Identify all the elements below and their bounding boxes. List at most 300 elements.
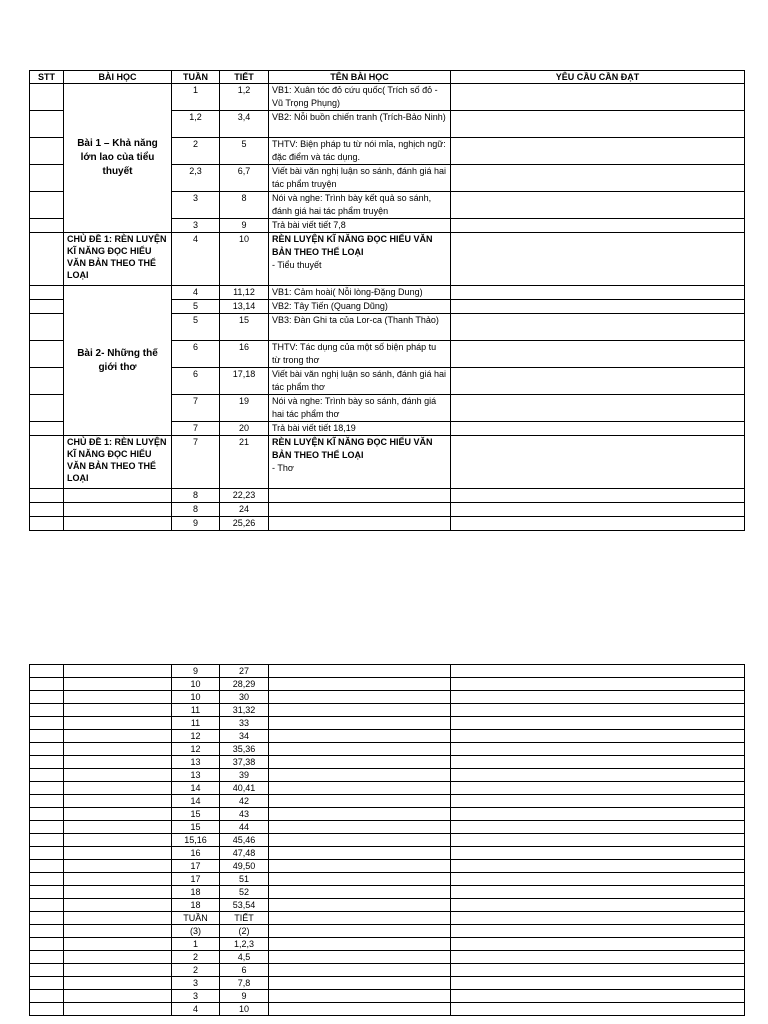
tuan-cell: 9 <box>172 517 220 531</box>
ten-bai-hoc-cell <box>269 489 451 503</box>
table-row <box>30 782 745 795</box>
tiet-cell: 9 <box>220 219 269 233</box>
ten-bai-hoc-cell <box>269 756 451 769</box>
yeu-cau-cell <box>451 517 745 531</box>
yeu-cau-cell <box>451 717 745 730</box>
yeu-cau-cell <box>451 873 745 886</box>
yeu-cau-cell <box>451 665 745 678</box>
tiet-cell: 6 <box>220 964 269 977</box>
yeu-cau-cell <box>451 286 745 300</box>
tuan-cell: 13 <box>172 769 220 782</box>
stt-cell <box>30 286 64 300</box>
table-row <box>30 990 745 1003</box>
lesson-cell <box>64 717 172 730</box>
tiet-cell: 44 <box>220 821 269 834</box>
table-row <box>30 912 745 925</box>
table-row <box>30 873 745 886</box>
tuan-cell: 14 <box>172 782 220 795</box>
stt-cell <box>30 165 64 192</box>
lesson-cell <box>64 873 172 886</box>
lesson-cell <box>64 821 172 834</box>
table-row <box>30 286 745 300</box>
lesson-cell <box>64 834 172 847</box>
ten-bai-hoc-cell: Nói và nghe: Trình bày so sánh, đánh giá hai tác phẩm thơ <box>269 395 451 422</box>
lesson-cell <box>64 743 172 756</box>
tiet-cell: 19 <box>220 395 269 422</box>
ten-bai-hoc-cell <box>269 821 451 834</box>
table-row <box>30 821 745 834</box>
lesson-cell <box>64 964 172 977</box>
ten-bai-hoc-cell <box>269 873 451 886</box>
table-row <box>30 847 745 860</box>
yeu-cau-cell <box>451 192 745 219</box>
tiet-cell: 21 <box>220 436 269 489</box>
ten-bai-hoc-cell <box>269 834 451 847</box>
table-header-row <box>30 71 745 84</box>
table-row <box>30 503 745 517</box>
ten-bai-hoc-cell <box>269 503 451 517</box>
stt-cell <box>30 84 64 111</box>
tuan-cell: 10 <box>172 678 220 691</box>
yeu-cau-cell <box>451 821 745 834</box>
ten-bai-hoc-cell <box>269 977 451 990</box>
lesson-cell <box>64 925 172 938</box>
tiet-cell: 30 <box>220 691 269 704</box>
yeu-cau-cell <box>451 341 745 368</box>
tiet-cell: 10 <box>220 1003 269 1016</box>
yeu-cau-cell <box>451 233 745 286</box>
tiet-cell: 5 <box>220 138 269 165</box>
tuan-cell: 7 <box>172 422 220 436</box>
tuan-cell: 3 <box>172 192 220 219</box>
tiet-cell: 13,14 <box>220 300 269 314</box>
yeu-cau-cell <box>451 860 745 873</box>
tuan-cell: 2 <box>172 138 220 165</box>
tuan-cell: 4 <box>172 1003 220 1016</box>
stt-cell <box>30 368 64 395</box>
stt-cell <box>30 886 64 899</box>
table-row <box>30 938 745 951</box>
ten-bai-hoc-cell <box>269 678 451 691</box>
tuan-cell: 15 <box>172 808 220 821</box>
ten-bai-hoc-cell: VB2: Nỗi buồn chiến tranh (Trích-Bảo Ninh) <box>269 111 451 138</box>
topic-cell: CHỦ ĐỀ 1: RÈN LUYỆN KĨ NĂNG ĐỌC HIỂU VĂN BẢN THEO THỂ LOẠI <box>64 233 172 286</box>
ten-bai-hoc-cell: Trả bài viết tiết 7,8 <box>269 219 451 233</box>
stt-cell <box>30 704 64 717</box>
yeu-cau-cell <box>451 489 745 503</box>
yeu-cau-cell <box>451 964 745 977</box>
lesson-cell <box>64 795 172 808</box>
table-row <box>30 84 745 111</box>
tiet-cell: 9 <box>220 990 269 1003</box>
ten-bai-hoc-cell: VB1: Xuân tóc đỏ cứu quốc( Trích số đỏ - Vũ Trọng Phụng) <box>269 84 451 111</box>
stt-cell <box>30 503 64 517</box>
tuan-cell: 4 <box>172 233 220 286</box>
stt-cell <box>30 219 64 233</box>
lesson-cell <box>64 665 172 678</box>
table-row <box>30 769 745 782</box>
ten-bai-hoc-cell: VB3: Đàn Ghi ta của Lor-ca (Thanh Thảo) <box>269 314 451 341</box>
tuan-cell: 12 <box>172 743 220 756</box>
stt-cell <box>30 395 64 422</box>
table-row <box>30 977 745 990</box>
yeu-cau-cell <box>451 743 745 756</box>
lesson-cell <box>64 860 172 873</box>
yeu-cau-cell <box>451 138 745 165</box>
ten-bai-hoc-cell <box>269 436 451 489</box>
stt-cell <box>30 860 64 873</box>
table-row <box>30 691 745 704</box>
ten-bai-hoc-cell <box>269 938 451 951</box>
table-row <box>30 795 745 808</box>
table-row <box>30 834 745 847</box>
tiet-cell: 27 <box>220 665 269 678</box>
yeu-cau-cell <box>451 769 745 782</box>
tiet-cell: 24 <box>220 503 269 517</box>
stt-cell <box>30 517 64 531</box>
table-row <box>30 808 745 821</box>
topic-subtitle: - Thơ <box>272 463 294 473</box>
table-row <box>30 678 745 691</box>
stt-cell <box>30 314 64 341</box>
ten-bai-hoc-cell <box>269 808 451 821</box>
stt-cell <box>30 341 64 368</box>
tiet-cell: 35,36 <box>220 743 269 756</box>
tuan-cell: 18 <box>172 886 220 899</box>
yeu-cau-cell <box>451 808 745 821</box>
tuan-cell: 4 <box>172 286 220 300</box>
yeu-cau-cell <box>451 977 745 990</box>
lesson-cell <box>64 489 172 503</box>
lesson-cell <box>64 977 172 990</box>
tiet-cell: 42 <box>220 795 269 808</box>
yeu-cau-cell <box>451 990 745 1003</box>
stt-cell <box>30 834 64 847</box>
tiet-cell: 4,5 <box>220 951 269 964</box>
curriculum-table-continued <box>29 664 745 1016</box>
topic-title: RÈN LUYỆN KĨ NĂNG ĐỌC HIỂU VĂN BẢN THEO THỂ LOẠI <box>272 437 433 460</box>
yeu-cau-cell <box>451 84 745 111</box>
tuan-cell: (3) <box>172 925 220 938</box>
tuan-cell: 2 <box>172 964 220 977</box>
tiet-cell: 37,38 <box>220 756 269 769</box>
stt-cell <box>30 691 64 704</box>
table-row <box>30 717 745 730</box>
header-bai-hoc: BÀI HỌC <box>64 71 172 84</box>
table-row <box>30 964 745 977</box>
header-stt: STT <box>30 71 64 84</box>
curriculum-table <box>29 70 745 531</box>
tiet-cell: (2) <box>220 925 269 938</box>
table-row <box>30 489 745 503</box>
tiet-cell: 45,46 <box>220 834 269 847</box>
tuan-cell: 6 <box>172 341 220 368</box>
lesson-cell: Bài 2- Những thế giới thơ <box>64 286 172 436</box>
ten-bai-hoc-cell <box>269 782 451 795</box>
lesson-cell <box>64 756 172 769</box>
tuan-cell: 16 <box>172 847 220 860</box>
lesson-cell <box>64 990 172 1003</box>
tiet-cell: 52 <box>220 886 269 899</box>
header-tiet: TIẾT <box>220 71 269 84</box>
stt-cell <box>30 977 64 990</box>
stt-cell <box>30 489 64 503</box>
stt-cell <box>30 1003 64 1016</box>
stt-cell <box>30 769 64 782</box>
ten-bai-hoc-cell <box>269 233 451 286</box>
tiet-cell: TIẾT <box>220 912 269 925</box>
topic-title: RÈN LUYỆN KĨ NĂNG ĐỌC HIỂU VĂN BẢN THEO THỂ LOẠI <box>272 234 433 257</box>
ten-bai-hoc-cell: Viết bài văn nghị luận so sánh, đánh giá hai tác phẩm thơ <box>269 368 451 395</box>
tiet-cell: 16 <box>220 341 269 368</box>
yeu-cau-cell <box>451 165 745 192</box>
header-tuan: TUẦN <box>172 71 220 84</box>
stt-cell <box>30 990 64 1003</box>
stt-cell <box>30 678 64 691</box>
tiet-cell: 10 <box>220 233 269 286</box>
tiet-cell: 49,50 <box>220 860 269 873</box>
tuan-cell: 2,3 <box>172 165 220 192</box>
stt-cell <box>30 847 64 860</box>
tuan-cell: 6 <box>172 368 220 395</box>
lesson-cell <box>64 782 172 795</box>
table-row <box>30 1003 745 1016</box>
stt-cell <box>30 111 64 138</box>
header-yeu-cau: YÊU CẦU CẦN ĐẠT <box>451 71 745 84</box>
stt-cell <box>30 964 64 977</box>
lesson-cell <box>64 517 172 531</box>
lesson-cell <box>64 938 172 951</box>
tuan-cell: 17 <box>172 873 220 886</box>
tuan-cell: 1 <box>172 84 220 111</box>
ten-bai-hoc-cell <box>269 704 451 717</box>
tiet-cell: 40,41 <box>220 782 269 795</box>
tiet-cell: 17,18 <box>220 368 269 395</box>
tuan-cell: 11 <box>172 717 220 730</box>
yeu-cau-cell <box>451 899 745 912</box>
tuan-cell: 14 <box>172 795 220 808</box>
ten-bai-hoc-cell: THTV: Tác dụng của một số biện pháp tu từ trong thơ <box>269 341 451 368</box>
yeu-cau-cell <box>451 912 745 925</box>
tiet-cell: 1,2,3 <box>220 938 269 951</box>
ten-bai-hoc-cell <box>269 847 451 860</box>
yeu-cau-cell <box>451 503 745 517</box>
tiet-cell: 22,23 <box>220 489 269 503</box>
table-row <box>30 860 745 873</box>
table-row <box>30 233 745 286</box>
yeu-cau-cell <box>451 368 745 395</box>
tiet-cell: 1,2 <box>220 84 269 111</box>
stt-cell <box>30 951 64 964</box>
yeu-cau-cell <box>451 951 745 964</box>
yeu-cau-cell <box>451 111 745 138</box>
stt-cell <box>30 665 64 678</box>
lesson-cell <box>64 704 172 717</box>
lesson-cell <box>64 1003 172 1016</box>
tuan-cell: 2 <box>172 951 220 964</box>
tuan-cell: TUẦN <box>172 912 220 925</box>
tuan-cell: 17 <box>172 860 220 873</box>
yeu-cau-cell <box>451 691 745 704</box>
tiet-cell: 7,8 <box>220 977 269 990</box>
yeu-cau-cell <box>451 314 745 341</box>
table-row <box>30 517 745 531</box>
tiet-cell: 11,12 <box>220 286 269 300</box>
table-row <box>30 886 745 899</box>
stt-cell <box>30 899 64 912</box>
ten-bai-hoc-cell: Trả bài viết tiết 18,19 <box>269 422 451 436</box>
ten-bai-hoc-cell <box>269 951 451 964</box>
tiet-cell: 15 <box>220 314 269 341</box>
ten-bai-hoc-cell <box>269 925 451 938</box>
tuan-cell: 3 <box>172 977 220 990</box>
tiet-cell: 39 <box>220 769 269 782</box>
tuan-cell: 3 <box>172 219 220 233</box>
tuan-cell: 1 <box>172 938 220 951</box>
tuan-cell: 8 <box>172 489 220 503</box>
tuan-cell: 12 <box>172 730 220 743</box>
topic-subtitle: - Tiểu thuyết <box>272 260 322 270</box>
stt-cell <box>30 717 64 730</box>
ten-bai-hoc-cell <box>269 990 451 1003</box>
lesson-cell <box>64 769 172 782</box>
stt-cell <box>30 925 64 938</box>
tuan-cell: 13 <box>172 756 220 769</box>
ten-bai-hoc-cell <box>269 717 451 730</box>
lesson-cell <box>64 691 172 704</box>
tuan-cell: 18 <box>172 899 220 912</box>
tuan-cell: 1,2 <box>172 111 220 138</box>
lesson-cell <box>64 951 172 964</box>
yeu-cau-cell <box>451 395 745 422</box>
tuan-cell: 9 <box>172 665 220 678</box>
lesson-cell <box>64 503 172 517</box>
table-row <box>30 756 745 769</box>
table-row <box>30 436 745 489</box>
ten-bai-hoc-cell: Viết bài văn nghị luận so sánh, đánh giá hai tác phẩm truyện <box>269 165 451 192</box>
ten-bai-hoc-cell <box>269 1003 451 1016</box>
ten-bai-hoc-cell <box>269 912 451 925</box>
tiet-cell: 53,54 <box>220 899 269 912</box>
ten-bai-hoc-cell <box>269 860 451 873</box>
stt-cell <box>30 873 64 886</box>
tiet-cell: 8 <box>220 192 269 219</box>
tuan-cell: 5 <box>172 300 220 314</box>
tiet-cell: 51 <box>220 873 269 886</box>
ten-bai-hoc-cell <box>269 743 451 756</box>
ten-bai-hoc-cell: THTV: Biện pháp tu từ nói mỉa, nghịch ngữ: đặc điểm và tác dụng. <box>269 138 451 165</box>
tuan-cell: 15 <box>172 821 220 834</box>
lesson-cell <box>64 899 172 912</box>
ten-bai-hoc-cell <box>269 517 451 531</box>
yeu-cau-cell <box>451 847 745 860</box>
stt-cell <box>30 233 64 286</box>
stt-cell <box>30 821 64 834</box>
yeu-cau-cell <box>451 704 745 717</box>
tiet-cell: 20 <box>220 422 269 436</box>
lesson-cell: Bài 1 – Khả năng lớn lao của tiểu thuyết <box>64 84 172 233</box>
ten-bai-hoc-cell: Nói và nghe: Trình bày kết quả so sánh, đánh giá hai tác phẩm truyện <box>269 192 451 219</box>
header-ten-bai-hoc: TÊN BÀI HỌC <box>269 71 451 84</box>
ten-bai-hoc-cell <box>269 665 451 678</box>
lesson-cell <box>64 886 172 899</box>
table-row <box>30 665 745 678</box>
yeu-cau-cell <box>451 886 745 899</box>
tuan-cell: 5 <box>172 314 220 341</box>
lesson-cell <box>64 912 172 925</box>
yeu-cau-cell <box>451 219 745 233</box>
stt-cell <box>30 730 64 743</box>
yeu-cau-cell <box>451 678 745 691</box>
tuan-cell: 10 <box>172 691 220 704</box>
stt-cell <box>30 743 64 756</box>
ten-bai-hoc-cell <box>269 795 451 808</box>
tuan-cell: 8 <box>172 503 220 517</box>
stt-cell <box>30 422 64 436</box>
tuan-cell: 15,16 <box>172 834 220 847</box>
tiet-cell: 25,26 <box>220 517 269 531</box>
tuan-cell: 7 <box>172 436 220 489</box>
yeu-cau-cell <box>451 938 745 951</box>
ten-bai-hoc-cell <box>269 730 451 743</box>
ten-bai-hoc-cell <box>269 691 451 704</box>
tiet-cell: 33 <box>220 717 269 730</box>
stt-cell <box>30 300 64 314</box>
stt-cell <box>30 795 64 808</box>
yeu-cau-cell <box>451 1003 745 1016</box>
ten-bai-hoc-cell <box>269 964 451 977</box>
ten-bai-hoc-cell: VB2: Tây Tiến (Quang Dũng) <box>269 300 451 314</box>
tuan-cell: 7 <box>172 395 220 422</box>
tiet-cell: 34 <box>220 730 269 743</box>
tiet-cell: 31,32 <box>220 704 269 717</box>
tiet-cell: 47,48 <box>220 847 269 860</box>
tiet-cell: 43 <box>220 808 269 821</box>
topic-cell: CHỦ ĐỀ 1: RÈN LUYỆN KĨ NĂNG ĐỌC HIỂU VĂN BẢN THEO THỂ LOẠI <box>64 436 172 489</box>
yeu-cau-cell <box>451 730 745 743</box>
ten-bai-hoc-cell <box>269 886 451 899</box>
yeu-cau-cell <box>451 795 745 808</box>
lesson-cell <box>64 808 172 821</box>
ten-bai-hoc-cell: VB1: Cảm hoài( Nỗi lòng-Đặng Dung) <box>269 286 451 300</box>
table-row <box>30 743 745 756</box>
stt-cell <box>30 808 64 821</box>
yeu-cau-cell <box>451 756 745 769</box>
yeu-cau-cell <box>451 782 745 795</box>
yeu-cau-cell <box>451 422 745 436</box>
stt-cell <box>30 912 64 925</box>
tuan-cell: 3 <box>172 990 220 1003</box>
stt-cell <box>30 756 64 769</box>
lesson-cell <box>64 847 172 860</box>
ten-bai-hoc-cell <box>269 769 451 782</box>
lesson-cell <box>64 678 172 691</box>
yeu-cau-cell <box>451 834 745 847</box>
stt-cell <box>30 782 64 795</box>
tiet-cell: 28,29 <box>220 678 269 691</box>
ten-bai-hoc-cell <box>269 899 451 912</box>
yeu-cau-cell <box>451 300 745 314</box>
table-row <box>30 704 745 717</box>
stt-cell <box>30 436 64 489</box>
tiet-cell: 6,7 <box>220 165 269 192</box>
stt-cell <box>30 192 64 219</box>
stt-cell <box>30 938 64 951</box>
stt-cell <box>30 138 64 165</box>
table-row <box>30 730 745 743</box>
tiet-cell: 3,4 <box>220 111 269 138</box>
table-row <box>30 925 745 938</box>
